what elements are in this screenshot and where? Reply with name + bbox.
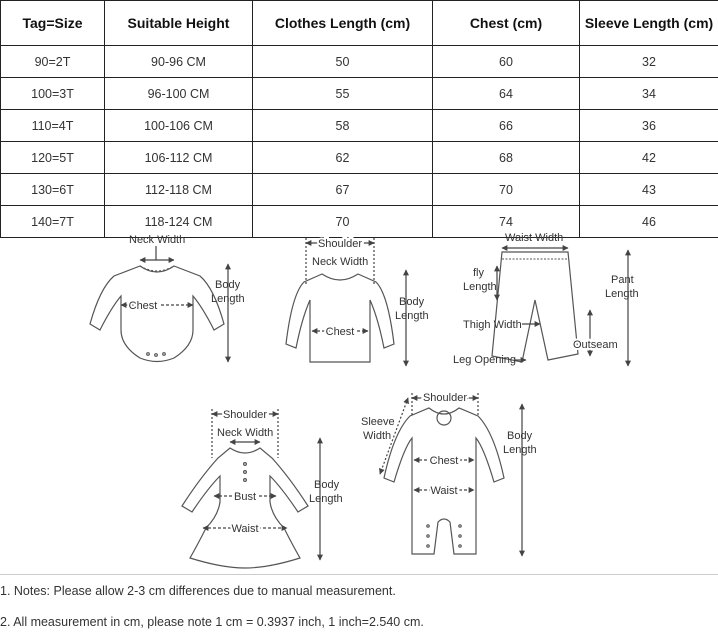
cell-height: 112-118 CM bbox=[105, 174, 253, 206]
pants-outline bbox=[492, 252, 578, 362]
top-shoulder-label: Shoulder bbox=[317, 238, 363, 250]
pants-fly-length-label: Length bbox=[463, 281, 497, 293]
measurement-diagrams bbox=[0, 226, 718, 576]
table-row bbox=[1, 110, 718, 142]
cell-clothes-length: 50 bbox=[253, 46, 433, 78]
header-suitable-height: Suitable Height bbox=[105, 1, 253, 46]
dress-body-label: Body bbox=[314, 479, 340, 491]
bodysuit-neck-width-label: Neck Width bbox=[129, 234, 186, 246]
dress-waist-label: Waist bbox=[231, 523, 259, 535]
cell-sleeve-length: 43 bbox=[580, 174, 718, 206]
cell-clothes-length: 58 bbox=[253, 110, 433, 142]
pants-pant-label: Pant bbox=[611, 274, 634, 286]
cell-sleeve-length: 34 bbox=[580, 78, 718, 110]
dress-length-label: Length bbox=[309, 493, 343, 505]
cell-height: 90-96 CM bbox=[105, 46, 253, 78]
header-tag-size: Tag=Size bbox=[1, 1, 105, 46]
top-body-label: Body bbox=[399, 296, 425, 308]
table-row bbox=[1, 78, 718, 110]
table-row bbox=[1, 46, 718, 78]
cell-chest: 66 bbox=[433, 110, 580, 142]
romper-width-label: Width bbox=[363, 430, 392, 442]
note-2: 2. All measurement in cm, please note 1 cm = 0.3937 inch, 1 inch=2.540 cm. bbox=[0, 615, 424, 629]
bodysuit-diagram bbox=[90, 246, 228, 362]
cell-chest: 74 bbox=[433, 206, 580, 238]
top-neck-width-label: Neck Width bbox=[312, 256, 369, 268]
cell-height: 96-100 CM bbox=[105, 78, 253, 110]
pants-leg-opening-label: Leg Opening bbox=[453, 354, 516, 366]
table-header-row bbox=[1, 1, 718, 46]
cell-chest: 60 bbox=[433, 46, 580, 78]
cell-sleeve-length: 36 bbox=[580, 110, 718, 142]
romper-chest-label: Chest bbox=[429, 455, 459, 467]
cell-size: 110=4T bbox=[1, 110, 105, 142]
romper-sleeve-label: Sleeve bbox=[361, 416, 395, 428]
romper-shoulder-label: Shoulder bbox=[422, 392, 468, 404]
table-row bbox=[1, 142, 718, 174]
cell-size: 140=7T bbox=[1, 206, 105, 238]
note-1: 1. Notes: Please allow 2-3 cm differences due to manual measurement. bbox=[0, 584, 396, 598]
cell-height: 100-106 CM bbox=[105, 110, 253, 142]
romper-waist-label: Waist bbox=[430, 485, 458, 497]
cell-sleeve-length: 32 bbox=[580, 46, 718, 78]
size-chart-table bbox=[0, 0, 718, 238]
pants-pant-length-label: Length bbox=[605, 288, 639, 300]
top-outline bbox=[286, 274, 394, 362]
cell-chest: 64 bbox=[433, 78, 580, 110]
pants-thigh-width-label: Thigh Width bbox=[463, 319, 522, 331]
pants-fly-label: fly bbox=[473, 267, 484, 279]
top-chest-label: Chest bbox=[325, 326, 355, 338]
dress-neck-width-label: Neck Width bbox=[217, 427, 274, 439]
cell-clothes-length: 55 bbox=[253, 78, 433, 110]
cell-size: 100=3T bbox=[1, 78, 105, 110]
header-sleeve-length: Sleeve Length (cm) bbox=[580, 1, 718, 46]
romper-diagram bbox=[380, 393, 522, 556]
bodysuit-length-label: Length bbox=[211, 293, 245, 305]
cell-height: 106-112 CM bbox=[105, 142, 253, 174]
cell-height: 118-124 CM bbox=[105, 206, 253, 238]
top-length-label: Length bbox=[395, 310, 429, 322]
cell-clothes-length: 62 bbox=[253, 142, 433, 174]
romper-outline bbox=[384, 408, 504, 554]
cell-size: 120=5T bbox=[1, 142, 105, 174]
pants-waist-width-label: Waist Width bbox=[505, 232, 564, 244]
bodysuit-chest-label: Chest bbox=[128, 300, 158, 312]
notes-divider bbox=[0, 574, 718, 575]
bodysuit-body-label: Body bbox=[215, 279, 241, 291]
cell-clothes-length: 67 bbox=[253, 174, 433, 206]
cell-size: 90=2T bbox=[1, 46, 105, 78]
dress-bust-label: Bust bbox=[233, 491, 257, 503]
bodysuit-outline bbox=[90, 266, 224, 362]
romper-length-label: Length bbox=[503, 444, 537, 456]
cell-sleeve-length: 46 bbox=[580, 206, 718, 238]
header-clothes-length: Clothes Length (cm) bbox=[253, 1, 433, 46]
pants-outseam-label: Outseam bbox=[573, 339, 618, 351]
cell-size: 130=6T bbox=[1, 174, 105, 206]
cell-chest: 68 bbox=[433, 142, 580, 174]
dress-shoulder-label: Shoulder bbox=[222, 409, 268, 421]
cell-sleeve-length: 42 bbox=[580, 142, 718, 174]
cell-clothes-length: 70 bbox=[253, 206, 433, 238]
header-chest: Chest (cm) bbox=[433, 1, 580, 46]
cell-chest: 70 bbox=[433, 174, 580, 206]
romper-body-label: Body bbox=[507, 430, 533, 442]
table-row bbox=[1, 174, 718, 206]
